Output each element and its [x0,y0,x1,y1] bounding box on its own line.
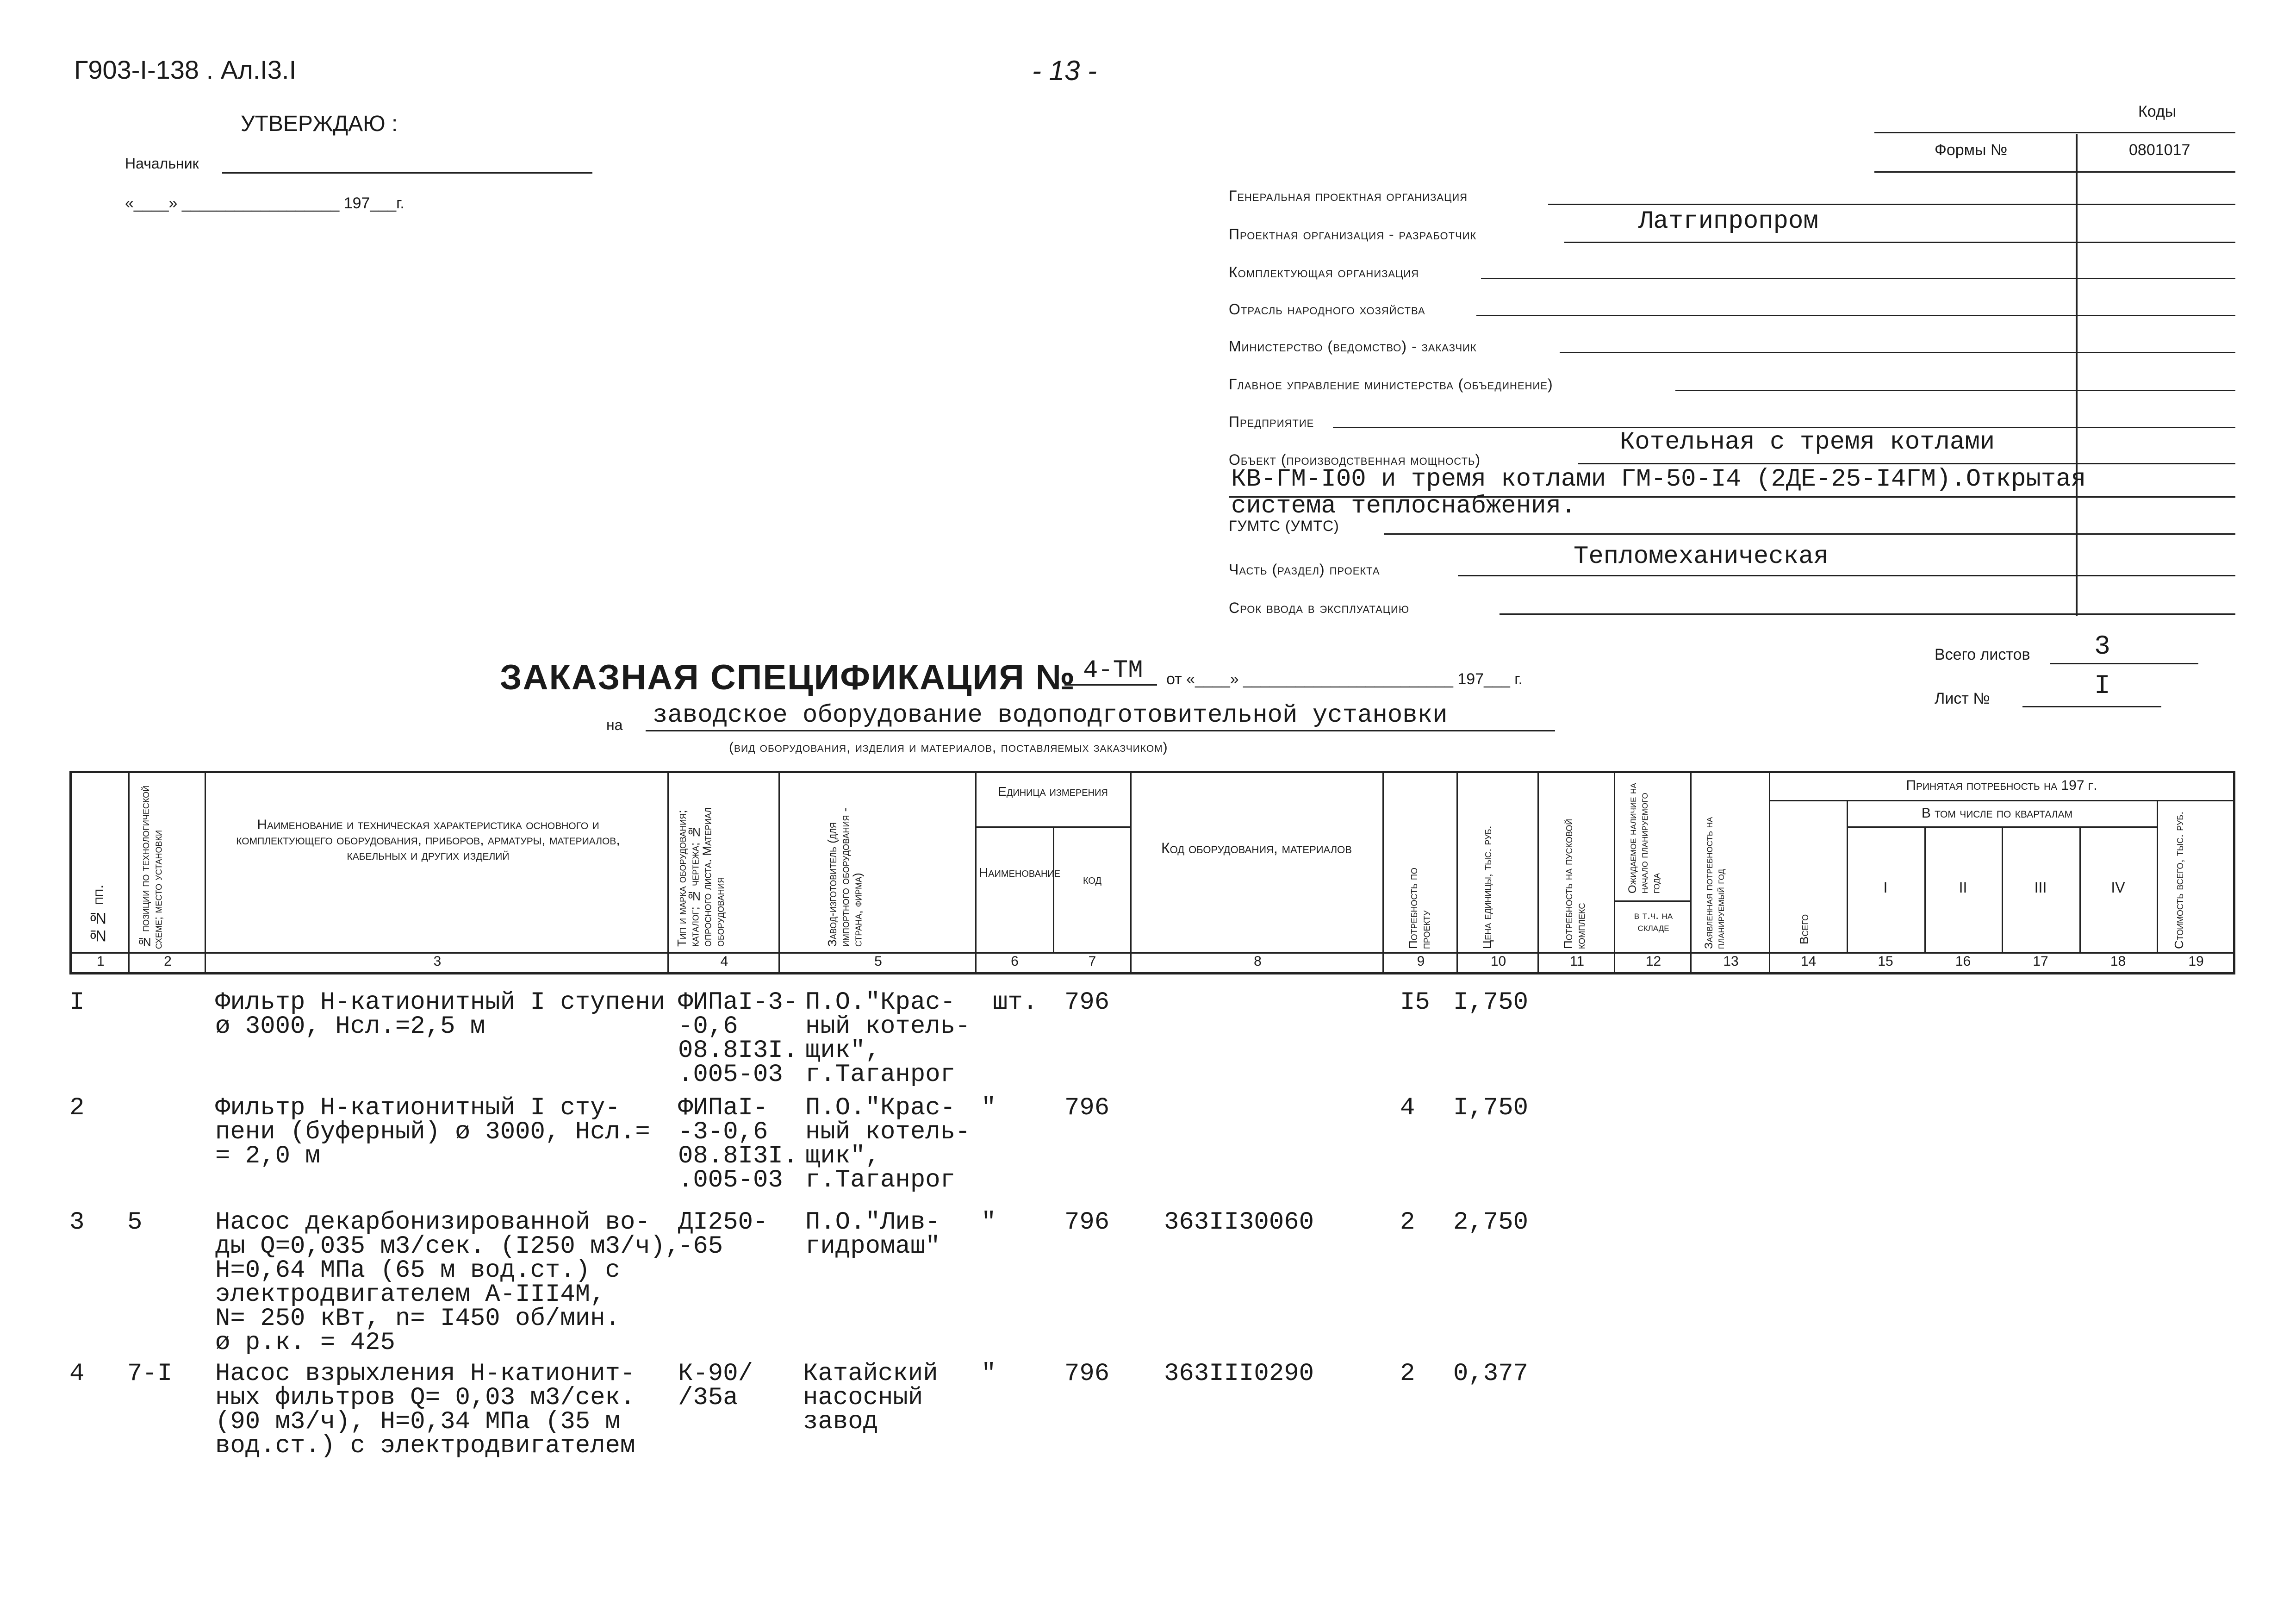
deadline-label: Срок ввода в эксплуатацию [1229,600,1410,616]
part-label: Часть (раздел) проекта [1229,561,1380,578]
row-name: Фильтр Н-катионитный I сту- пени (буферный) ø 3000, Нсл.= = 2,0 м [215,1094,650,1170]
column-number-row [72,952,2233,976]
accepted-title: Принятая потребность на 197 г. [1906,778,2097,793]
col-1 [72,773,130,972]
row-type: ФИПаI-3- -0,6 08.8I3I. .005-03 [678,988,798,1089]
col-3 [206,773,669,972]
row-quantity: 2 [1400,1360,1415,1388]
row-number: 2 [69,1094,85,1122]
col-17-title: III [2034,879,2047,896]
row-quantity: 2 [1400,1208,1415,1237]
row-name: Фильтр Н-катионитный I ступени ø 3000, Нсл.=2,5 м [215,988,666,1041]
row-number: I [69,988,85,1017]
col-16-title: II [1959,879,1967,896]
spec-subject-line [646,730,1555,731]
col-6-title: Наименование [979,865,1061,880]
sheet-value: I [2094,671,2110,701]
col-19-title: Стоимость всего, тыс. руб. [2172,811,2186,949]
total-sheets-label: Всего листов [1935,646,2030,663]
row-maker: П.О."Лив- гидромаш" [805,1208,940,1261]
sheet-line [2022,706,2161,707]
col-unit [977,773,1132,972]
col-num-11: 11 [1569,954,1585,969]
org-ministry-label: Министерство (ведомство) - заказчик [1229,338,1477,355]
col-num-18: 18 [2110,954,2126,969]
org-department-label: Главное управление министерства (объединение) [1229,376,1553,393]
row-unit: " [981,1360,996,1388]
part-value: Тепломеханическая [1574,543,1829,571]
deadline-line [1500,613,2235,615]
row-maker: Катайский насосный завод [803,1360,938,1436]
org-complect-label: Комплектующая организация [1229,264,1419,281]
col-10-title: Цена единицы, тыс. руб. [1480,825,1494,949]
row-equipment-code: 363III0290 [1164,1360,1314,1388]
col-3-title: Наименование и техническая характеристика основного и комплектующего оборудования, приборов, арматуры, материалов, кабельных и других изделий [236,817,620,863]
quarters-title: В том числе по кварталам [1921,806,2073,821]
row-unit-code: 796 [1064,988,1110,1017]
org-developer-label: Проектная организация - разработчик [1229,226,1477,243]
col-8-title: Код оборудования, материалов [1161,840,1352,856]
col-num-16: 16 [1955,954,1971,969]
codes-title: Коды [2138,103,2177,120]
gumts-label: ГУМТС (УМТС) [1229,518,1339,534]
col-2-title: № позиции по технологической схеме; место установки [138,785,165,949]
org-industry-label: Отрасль народного хозяйства [1229,301,1425,318]
row-unit: " [981,1208,996,1237]
col-num-14: 14 [1800,954,1817,969]
col-5 [780,773,977,972]
org-object-cont-1: КВ-ГМ-I00 и тремя котлами ГМ-50-I4 (2ДЕ-25-I4ГМ).Открытая [1231,465,2086,493]
spec-na: на [606,717,623,733]
col-num-1: 1 [97,954,105,969]
col-num-10: 10 [1490,954,1506,969]
col-8 [1132,773,1384,972]
col-10 [1458,773,1539,972]
col-5-title: Завод-изготовитель (для импортного оборудования - страна, фирма) [825,807,865,947]
gumts-line [1384,533,2235,535]
row-equipment-code: 363II30060 [1164,1208,1314,1237]
col-num-6: 6 [1011,954,1019,969]
col-7-title: код [1083,872,1102,887]
row-unit-code: 796 [1064,1094,1110,1122]
row-type: ДI250- -65 [678,1208,768,1261]
row-unit: " [981,1094,996,1122]
col-11-title: Потребность на пусковой комплекс [1561,818,1588,949]
col-9 [1384,773,1458,972]
row-number: 3 [69,1208,85,1237]
col-18-title: IV [2111,879,2125,896]
org-complect-line [1481,278,2235,279]
row-quantity: I5 [1400,988,1430,1017]
approve-label: УТВЕРЖДАЮ : [241,112,398,136]
spec-subject-hint: (вид оборудования, изделия и материалов, поставляемых заказчиком) [729,740,1168,755]
codes-top-line [1874,132,2235,133]
col-14-title: Всего [1797,914,1811,944]
chief-label: Начальник [125,155,199,172]
row-maker: П.О."Крас- ный котель- щик", г.Таганрог [805,988,971,1089]
row-quantity: 4 [1400,1094,1415,1122]
row-type: К-90/ /35а [678,1360,753,1412]
row-unit: шт. [993,988,1038,1017]
form-code: 0801017 [2129,141,2190,159]
col-num-3: 3 [433,954,442,969]
col-num-7: 7 [1088,954,1096,969]
org-general-label: Генеральная проектная организация [1229,187,1468,204]
col-num-9: 9 [1417,954,1425,969]
col-13-title: Заявленная потребность на планируемый год [1703,817,1727,949]
row-unit-code: 796 [1064,1208,1110,1237]
row-price: I,750 [1453,988,1529,1017]
col-num-2: 2 [164,954,172,969]
spec-title: ЗАКАЗНАЯ СПЕЦИФИКАЦИЯ № [500,658,1076,697]
col-num-5: 5 [874,954,882,969]
col-accepted [1770,773,2235,972]
col-num-12: 12 [1645,954,1661,969]
col-4 [669,773,780,972]
row-unit-code: 796 [1064,1360,1110,1388]
col-11 [1539,773,1615,972]
row-position: 5 [127,1208,143,1237]
row-price: I,750 [1453,1094,1529,1122]
page-number: - 13 - [1032,55,1097,86]
row-price: 0,377 [1453,1360,1529,1388]
org-object-cont-2: система теплоснабжения. [1231,492,1576,520]
row-maker: П.О."Крас- ный котель- щик", г.Таганрог [805,1094,971,1194]
col-12b-title: в т.ч. на складе [1634,909,1673,934]
spec-subject: заводское оборудование водоподготовительной установки [653,701,1448,730]
org-enterprise-label: Предприятие [1229,413,1314,430]
spec-date: от «____» ________________________ 197___ г. [1166,670,1523,688]
col-num-8: 8 [1254,954,1262,969]
spec-table-header [69,771,2235,974]
sheet-label: Лист № [1935,690,1990,707]
col-num-4: 4 [720,954,728,969]
row-name: Насос взрыхления Н-катионит- ных фильтров Q= 0,03 м3/сек. (90 м3/ч), Н=0,34 МПа (35 м вод.ст.) с электродвигателем [215,1360,635,1460]
part-line [1458,575,2235,576]
org-object-line [1578,463,2235,464]
row-price: 2,750 [1453,1208,1529,1237]
col-num-13: 13 [1723,954,1739,969]
row-number: 4 [69,1360,85,1388]
form-label: Формы № [1935,141,2008,159]
org-ministry-line [1560,352,2235,353]
spec-number-line [1064,684,1157,686]
col-2 [130,773,206,972]
col-4-title: Тип и марка оборудования; каталог; № чертежа; № опросного листа. Материал оборудования [675,807,727,947]
col-9-title: Потребность по проекту [1406,868,1433,949]
total-sheets-value: 3 [2094,632,2110,662]
chief-line [222,172,592,174]
document-code: Г903-I-138 . Ал.I3.I [74,55,297,84]
row-position: 7-I [127,1360,173,1388]
spec-number: 4-ТМ [1083,656,1143,685]
org-department-line [1675,390,2235,391]
org-developer-line [1564,242,2235,243]
col-1-title: №№ пп. [89,884,107,944]
col-num-17: 17 [2033,954,2048,969]
org-developer-value: Латгипропром [1638,207,1818,236]
codes-divider [2076,134,2078,616]
col-15-title: I [1883,879,1888,896]
row-name: Насос декарбонизированной во- ды Q=0,035 м3/сек. (I250 м3/ч), Н=0,64 МПа (65 м вод.ст.) с электродвигателем А-III4М, N= 250 кВт, n= I450 об/мин. ø р.к. = 425 [215,1208,680,1357]
row-type: ФИПаI- -3-0,6 08.8I3I. .005-03 [678,1094,798,1194]
total-sheets-line [2050,663,2198,664]
col-12-title: Ожидаемое наличие на начало планируемого года [1626,783,1662,893]
org-general-line [1548,204,2235,205]
approve-date: «____» __________________ 197___г. [125,194,404,212]
col-num-19: 19 [2188,954,2204,969]
org-object-label: Объект (производственная мощность) [1229,451,1481,468]
col-12 [1615,773,1692,972]
col-13 [1692,773,1770,972]
org-object-value: Котельная с тремя котлами [1620,428,1995,456]
col-unit-title: Единица измерения [998,784,1108,799]
codes-line [1874,171,2235,173]
col-num-15: 15 [1878,954,1893,969]
org-industry-line [1476,315,2235,316]
